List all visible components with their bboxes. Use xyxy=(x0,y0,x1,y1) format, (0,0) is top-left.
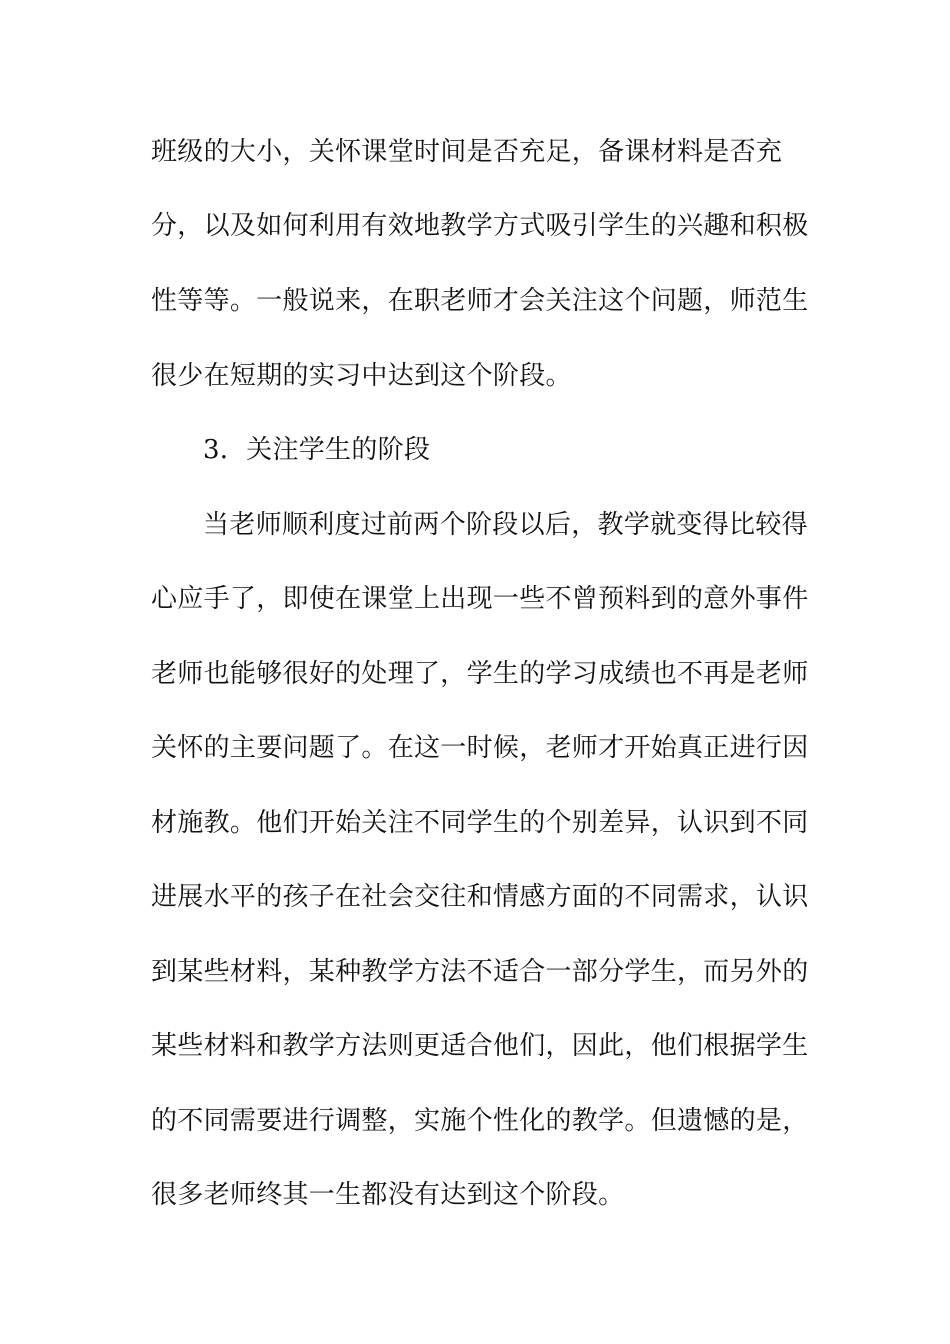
paragraph-line: 班级的大小，关怀课堂时间是否充足，备课材料是否充 xyxy=(151,137,783,167)
paragraph-line: 心应手了，即使在课堂上出现一些不曾预料到的意外事件 xyxy=(151,584,809,614)
paragraph-line: 很多老师终其一生都没有达到这个阶段。 xyxy=(151,1180,625,1210)
section-heading: 3．关注学生的阶段 xyxy=(203,435,431,465)
paragraph-line: 进展水平的孩子在社会交往和情感方面的不同需求，认识 xyxy=(151,882,809,912)
paragraph-line: 性等等。一般说来，在职老师才会关注这个问题，师范生 xyxy=(151,286,809,316)
paragraph-line: 材施教。他们开始关注不同学生的个别差异，认识到不同 xyxy=(151,808,809,838)
paragraph-line: 某些材料和教学方法则更适合他们，因此，他们根据学生 xyxy=(151,1031,809,1061)
paragraph-line: 到某些材料，某种教学方法不适合一部分学生，而另外的 xyxy=(151,957,809,987)
paragraph-line: 分，以及如何利用有效地教学方式吸引学生的兴趣和积极 xyxy=(151,211,809,241)
paragraph-line: 很少在短期的实习中达到这个阶段。 xyxy=(151,361,572,391)
paragraph-line: 的不同需要进行调整，实施个性化的教学。但遗憾的是， xyxy=(151,1106,809,1136)
paragraph-line: 老师也能够很好的处理了，学生的学习成绩也不再是老师 xyxy=(151,659,809,689)
paragraph-line: 关怀的主要问题了。在这一时候，老师才开始真正进行因 xyxy=(151,733,809,763)
paragraph-line: 当老师顺利度过前两个阶段以后，教学就变得比较得 xyxy=(203,510,808,540)
